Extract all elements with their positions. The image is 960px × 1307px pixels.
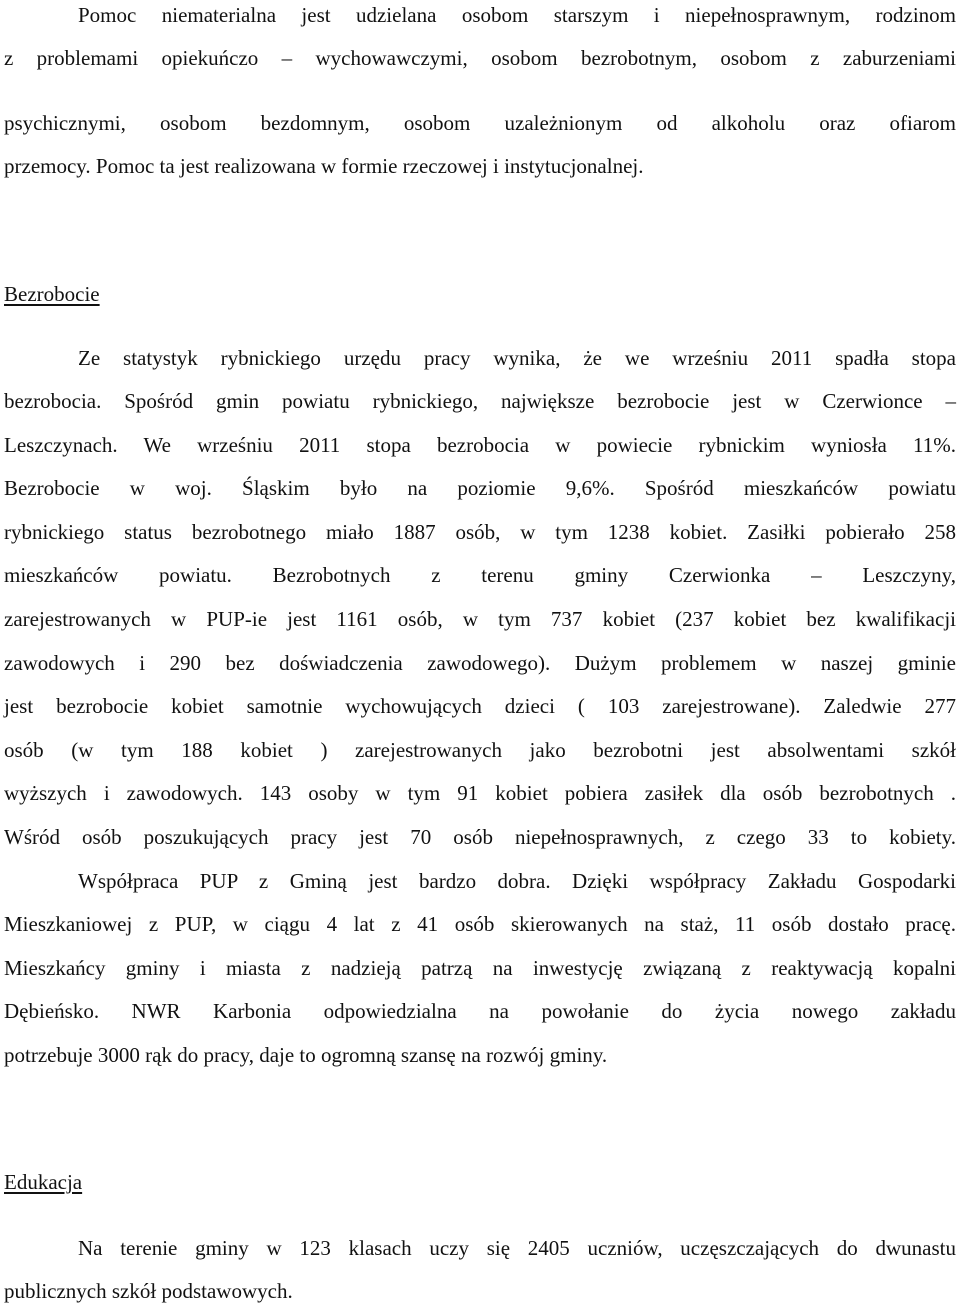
section-heading-unemployment: Bezrobocie: [4, 282, 100, 306]
paragraph-line: zarejestrowanych w PUP-ie jest 1161 osób, w tym 737 kobiet (237 kobiet bez kwalifikacji: [4, 607, 956, 631]
paragraph-line: potrzebuje 3000 rąk do pracy, daje to ogromną szansę na rozwój gminy.: [4, 1043, 608, 1067]
paragraph-line: bezrobocia. Spośród gmin powiatu rybnickiego, największe bezrobocie jest w Czerwionce –: [4, 389, 956, 413]
paragraph-line: rybnickiego status bezrobotnego miało 1887 osób, w tym 1238 kobiet. Zasiłki pobierało 258: [4, 520, 956, 544]
paragraph-line: z problemami opiekuńczo – wychowawczymi, osobom bezrobotnym, osobom z zaburzeniami: [4, 46, 956, 70]
section-heading-education: Edukacja: [4, 1170, 83, 1194]
paragraph-line: mieszkańców powiatu. Bezrobotnych z terenu gminy Czerwionka – Leszczyny,: [4, 563, 956, 587]
paragraph-line: Leszczynach. We wrześniu 2011 stopa bezrobocia w powiecie rybnickim wyniosła 11%.: [4, 433, 956, 457]
paragraph-line: publicznych szkół podstawowych.: [4, 1279, 293, 1303]
paragraph-line: Ze statystyk rybnickiego urzędu pracy wynika, że we wrześniu 2011 spadła stopa: [78, 346, 956, 370]
paragraph-line: Wśród osób poszukujących pracy jest 70 osób niepełnosprawnych, z czego 33 to kobiety.: [4, 825, 956, 849]
paragraph-line: psychicznymi, osobom bezdomnym, osobom uzależnionym od alkoholu oraz ofiarom: [4, 111, 956, 135]
paragraph-line: Mieszkańcy gminy i miasta z nadzieją patrzą na inwestycję związaną z reaktywacją kopalni: [4, 956, 956, 980]
paragraph-line: Bezrobocie w woj. Śląskim było na poziomie 9,6%. Spośród mieszkańców powiatu: [4, 476, 956, 500]
paragraph-line: Współpraca PUP z Gminą jest bardzo dobra. Dzięki współpracy Zakładu Gospodarki: [78, 869, 956, 893]
paragraph-line: Pomoc niematerialna jest udzielana osobom starszym i niepełnosprawnym, rodzinom: [78, 3, 956, 27]
paragraph-line: zawodowych i 290 bez doświadczenia zawodowego). Dużym problemem w naszej gminie: [4, 651, 956, 675]
paragraph-line: przemocy. Pomoc ta jest realizowana w formie rzeczowej i instytucjonalnej.: [4, 154, 644, 178]
paragraph-line: wyższych i zawodowych. 143 osoby w tym 91 kobiet pobiera zasiłek dla osób bezrobotnych .: [4, 781, 956, 805]
paragraph-line: Na terenie gminy w 123 klasach uczy się 2405 uczniów, uczęszczających do dwunastu: [78, 1236, 956, 1260]
paragraph-line: osób (w tym 188 kobiet ) zarejestrowanych jako bezrobotni jest absolwentami szkół: [4, 738, 956, 762]
paragraph-line: Mieszkaniowej z PUP, w ciągu 4 lat z 41 osób skierowanych na staż, 11 osób dostało pracę.: [4, 912, 956, 936]
paragraph-line: Dębieńsko. NWR Karbonia odpowiedzialna na powołanie do życia nowego zakładu: [4, 999, 956, 1023]
paragraph-line: jest bezrobocie kobiet samotnie wychowujących dzieci ( 103 zarejestrowane). Zaledwie 277: [4, 694, 956, 718]
